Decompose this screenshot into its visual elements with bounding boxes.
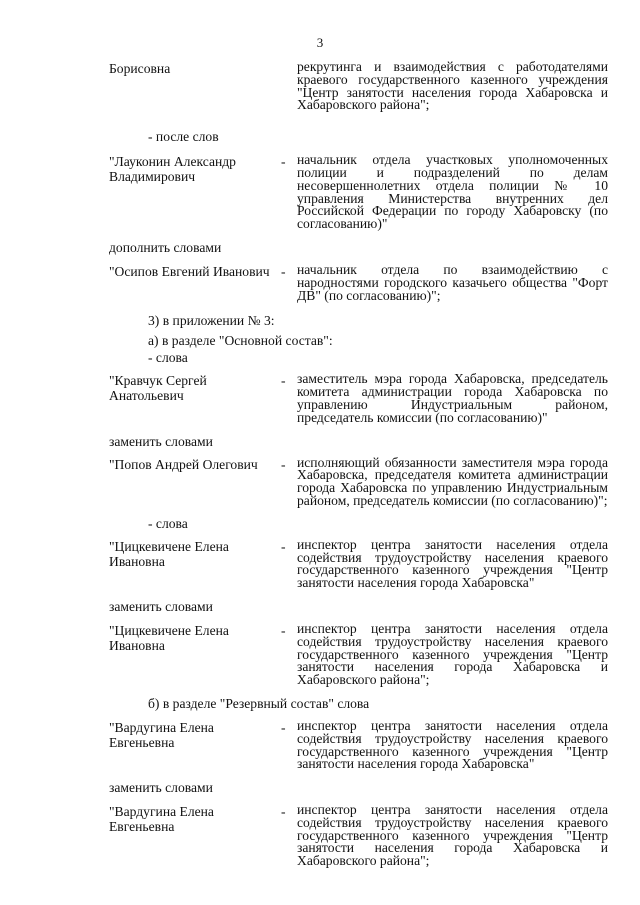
list-item xyxy=(0,261,640,303)
list-item xyxy=(0,454,640,508)
dash-separator: - xyxy=(281,263,286,279)
position-description: заместитель мэра города Хабаровска, председатель комитета администрации города Хабаровска по управлению Индустриальным районом, председатель комиссии (по согласованию)" xyxy=(297,371,608,425)
instruction-line: а) в разделе "Основной состав": xyxy=(148,333,333,349)
instruction-line: заменить словами xyxy=(109,780,213,796)
dash-separator: - xyxy=(281,373,286,389)
instruction-line: дополнить словами xyxy=(109,239,222,255)
dash-separator: - xyxy=(281,719,286,735)
person-name: "Осипов Евгений Иванович xyxy=(109,263,270,279)
list-item xyxy=(0,536,640,591)
position-description: исполняющий обязанности заместителя мэра города Хабаровска, председателя комитета администрации города Хабаровска по управлению Индустриальным районом, председатель комиссии (по согласованию)"; xyxy=(297,454,608,508)
list-item xyxy=(0,717,640,772)
page-number: 3 xyxy=(316,35,324,50)
position-description: инспектор центра занятости населения отдела содействия трудоустройству населения краевого государственного казенного учреждения "Центр занятости населения города Хабаровска" xyxy=(297,536,608,591)
list-item xyxy=(0,373,640,424)
person-name: "Цицкевичене Елена Ивановна xyxy=(109,538,229,569)
dash-separator: - xyxy=(281,154,286,170)
list-item xyxy=(0,804,640,868)
position-description: инспектор центра занятости населения отдела содействия трудоустройству населения краевого государственного казенного учреждения "Центр занятости населения города Хабаровска и Хабаровского района"; xyxy=(297,620,608,688)
person-name: "Кравчук Сергей Анатольевич xyxy=(109,373,207,404)
person-name: "Вардугина Елена Евгеньевна xyxy=(109,719,214,750)
dash-separator: - xyxy=(281,622,286,638)
position-description: инспектор центра занятости населения отдела содействия трудоустройству населения краевого государственного казенного учреждения "Центр занятости населения города Хабаровска" xyxy=(297,717,608,772)
person-name: "Лауконин Александр Владимирович xyxy=(109,154,236,185)
person-name: "Вардугина Елена Евгеньевна xyxy=(109,804,214,835)
instruction-line: б) в разделе "Резервный состав" слова xyxy=(148,695,370,711)
dash-separator: - xyxy=(281,456,286,472)
person-name: Борисовна xyxy=(109,61,171,76)
list-item xyxy=(0,154,640,231)
instruction-line: заменить словами xyxy=(109,598,213,614)
list-item xyxy=(0,61,640,112)
person-name: "Попов Андрей Олегович xyxy=(109,456,258,472)
person-name: "Цицкевичене Елена Ивановна xyxy=(109,622,229,653)
position-description: инспектор центра занятости населения отдела содействия трудоустройству населения краевого государственного казенного учреждения "Центр занятости населения города Хабаровска и Хабаровского района"; xyxy=(297,802,608,869)
instruction-line: - после слов xyxy=(148,129,219,145)
instruction-line: 3) в приложении № 3: xyxy=(148,313,275,329)
instruction-line: - слова xyxy=(148,350,188,366)
instruction-line: - слова xyxy=(148,515,188,531)
position-description: рекрутинга и взаимодействия с работодателями краевого государственного казенного учреждения "Центр занятости населения города Хабаровска и Хабаровского района"; xyxy=(297,59,608,113)
list-item xyxy=(0,620,640,688)
document-body xyxy=(0,61,640,868)
instruction-line: заменить словами xyxy=(109,433,213,449)
dash-separator: - xyxy=(281,538,286,554)
dash-separator: - xyxy=(281,804,286,820)
position-description: начальник отдела по взаимодействию с народностями городского казачьего общества "Форт ДВ" (по согласованию)"; xyxy=(297,261,608,303)
position-description: начальник отдела участковых уполномоченных полиции и подразделений по делам несовершеннолетних отдела полиции № 10 управления Министерства внутренних дел Российской Федерации по городу Хабаровску (по согласованию)" xyxy=(297,152,608,232)
